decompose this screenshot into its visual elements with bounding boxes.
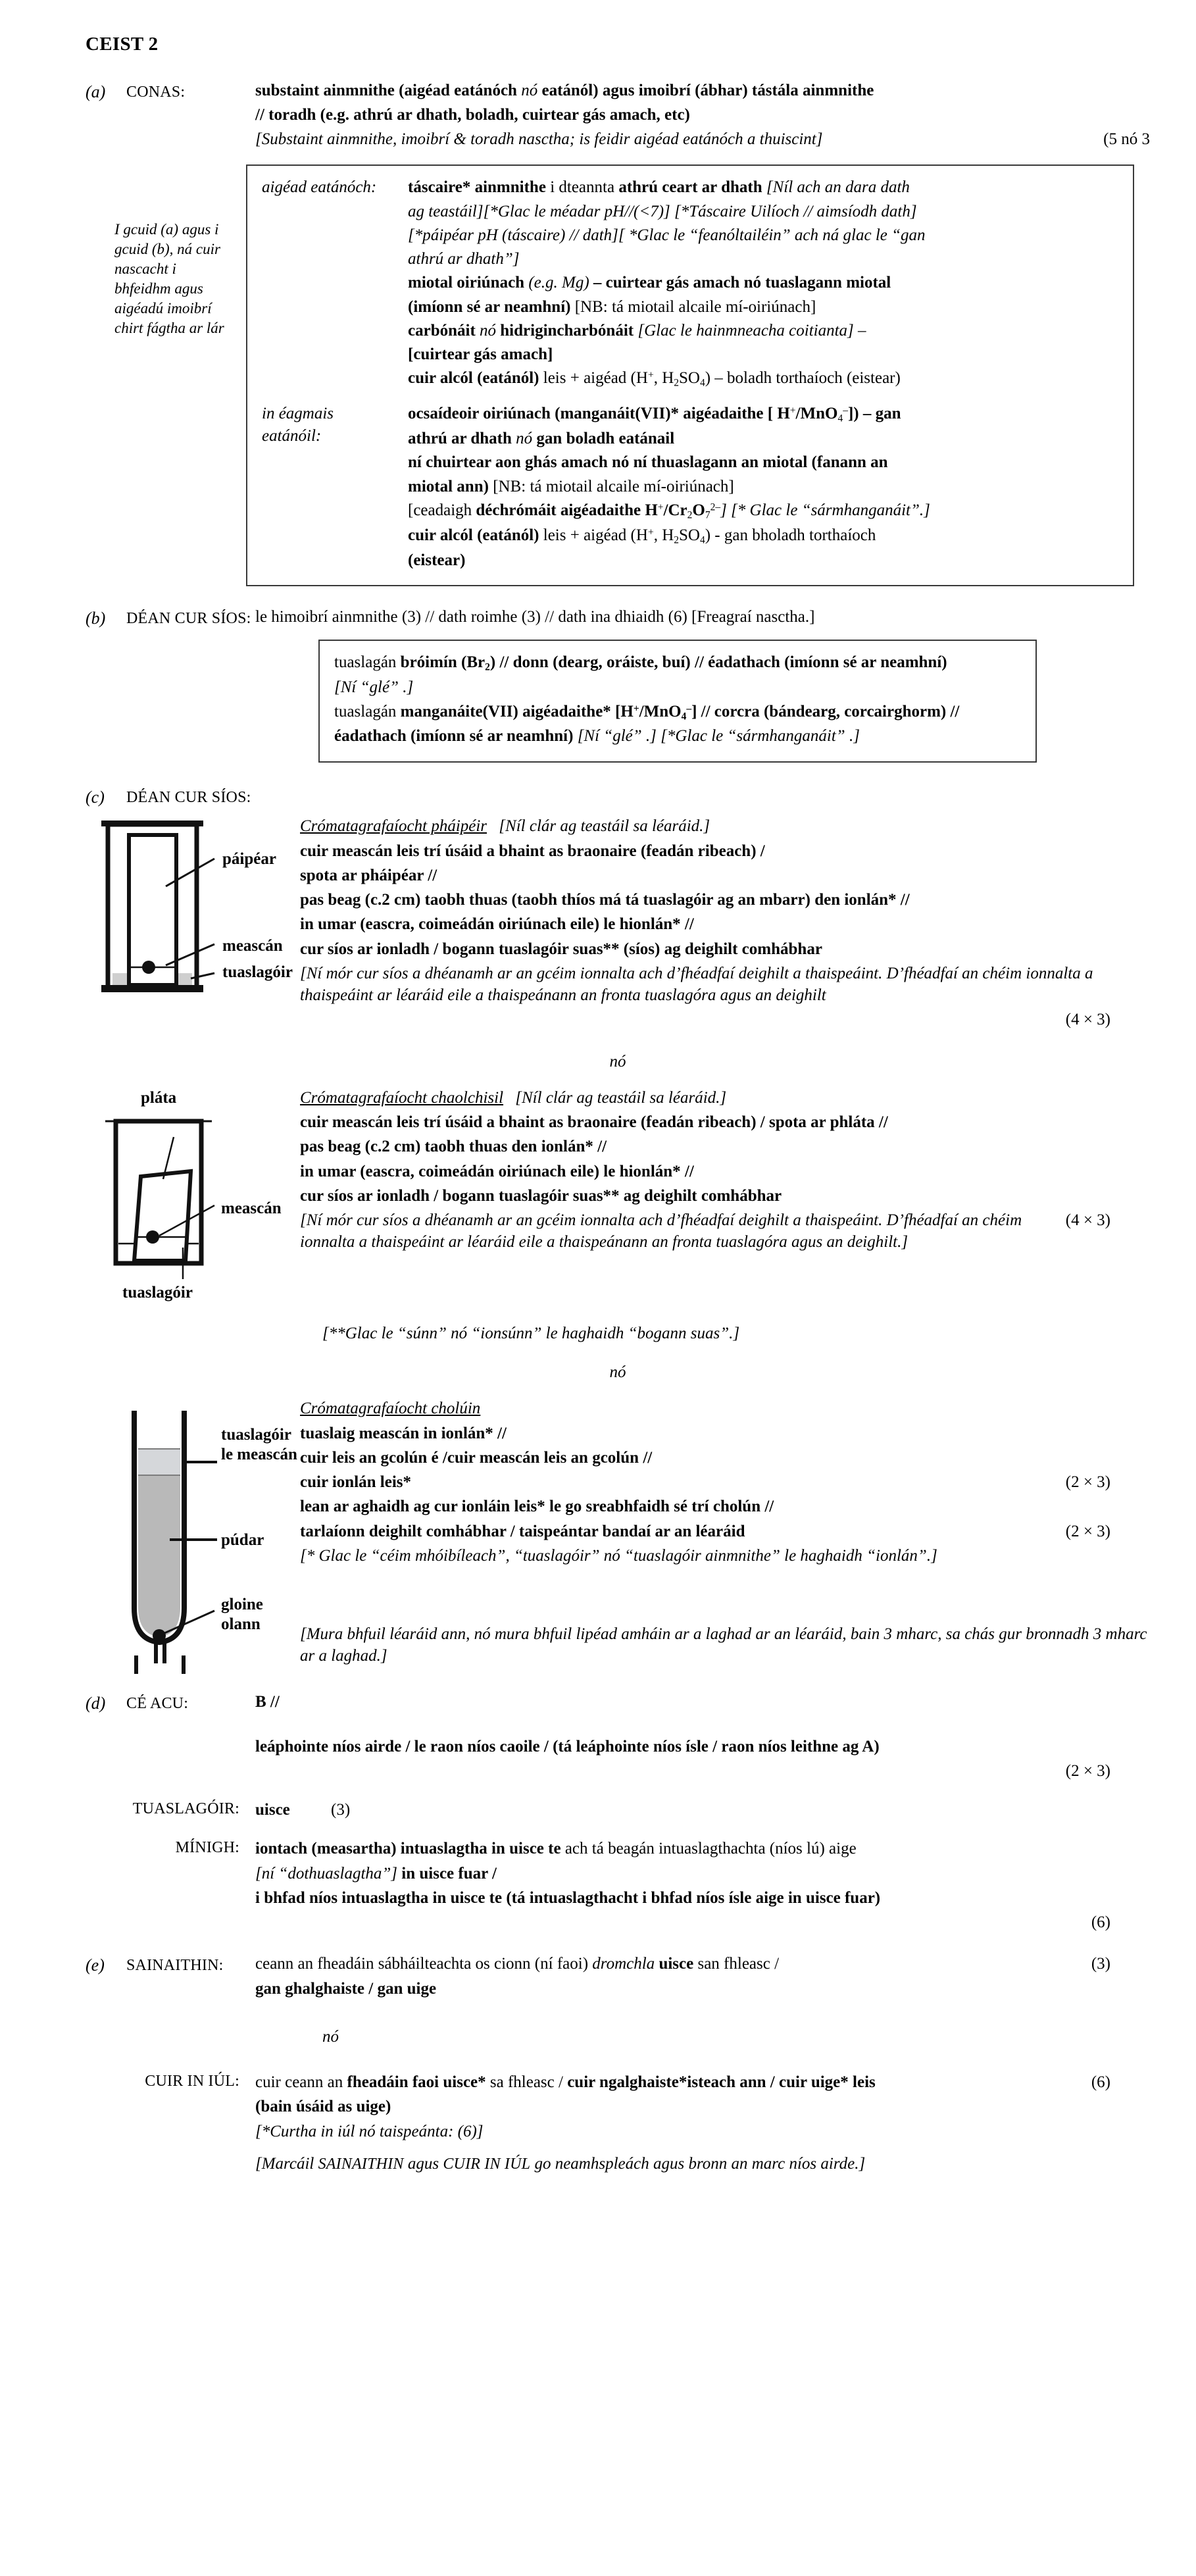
paper-line-1 <box>300 865 1150 886</box>
box-b-l4-i: [Ní “glé” .] [*Glac le “sármhanganáit” .] <box>573 727 860 745</box>
part-d-solvent-marks: (3) <box>331 1801 351 1819</box>
part-e-marks: (3) <box>1091 1955 1110 1973</box>
tlc-line-1-text: pas beag (c.2 cm) taobh thuas den ionlán* // <box>300 1138 607 1156</box>
chromo-block-paper <box>86 815 1150 1033</box>
part-e-note-2 <box>255 2153 1150 2175</box>
part-a <box>86 80 1150 153</box>
box-a-s6-sub1: 2 <box>674 534 679 546</box>
paper-heading: Crómatagrafaíocht pháipéir <box>300 817 487 836</box>
part-a-body <box>255 80 1150 153</box>
part-d-explain-b2: in uisce fuar / <box>397 1864 497 1882</box>
thin-layer-text <box>295 1087 1150 1256</box>
part-e-c2-b: (bain úsáid as uige) <box>255 2098 391 2116</box>
page-title: CEIST 2 <box>86 34 159 55</box>
box-b-line-4 <box>334 725 1022 747</box>
part-a-line2-text: // toradh (e.g. athrú ar dhath, boladh, cuirtear gás amach, etc) <box>255 105 690 124</box>
paper-line-4-text: cur síos ar ionladh / bogann tuaslagóir suas** (síos) ag deighilt comhábhar <box>300 940 822 958</box>
part-e-note-1-text: [*Curtha in iúl nó taispeánta: (6)] <box>255 2122 484 2140</box>
final-note <box>300 1623 1150 1667</box>
paper-line-0-text: cuir meascán leis trí úsáid a bhaint as braonaire (feadán ribeach) / <box>300 842 765 860</box>
part-a-line1-bold2: eatánól) agus imoibrí (ábhar) tástála ainmnithe <box>541 81 874 99</box>
paper-line-4 <box>300 938 1150 960</box>
box-b-l3-b2: ] // corcra (bándearg, corcairghorm) // <box>691 702 960 720</box>
part-e-c1-b1: fheadáin faoi uisce* <box>347 2073 486 2092</box>
column-diagram-label-2: gloine olann <box>221 1596 263 1633</box>
tlc-note-text: [Ní mór cur síos a dhéanamh ar an gcéim ionnalta ach d’fhéadfaí deighilt a thaispeáint. D’fhéadfaí an chéim ionnalta a thaispeáint ar léaráid eile a thaispeánann an fronta tuaslagóra agus an deighilt.] <box>300 1211 1022 1251</box>
box-a-s5-tail: ] [* Glac le “sármhanganáit”.] <box>720 501 930 519</box>
box-a-s6-sub2: 4 <box>699 534 705 546</box>
box-a-s5-sub2: 7 <box>705 509 710 521</box>
column-line-0-text: tuaslaig meascán in ionlán* // <box>300 1424 507 1442</box>
box-a-r5-b1: miotal oiriúnach <box>408 274 525 292</box>
column-marks-1: (2 × 3) <box>1065 1473 1110 1492</box>
box-a-r9-t4: ) – boladh torthaíoch (eistear) <box>705 369 901 388</box>
box-a-s1-sub: 4 <box>837 413 843 424</box>
tlc-line-3 <box>300 1185 1150 1207</box>
part-e-note2-sc1: SAINAITHIN <box>318 2155 404 2173</box>
box-b-line-1 <box>334 651 1022 674</box>
box-a-r5 <box>408 272 1120 293</box>
column-line-2-text: cuir ionlán leis* <box>300 1473 412 1492</box>
paper-heading-note: [Níl clár ag teastáil sa léaráid.] <box>499 817 710 836</box>
tlc-heading-note: [Níl clár ag teastáil sa léaráid.] <box>515 1088 727 1107</box>
box-a-s7 <box>408 549 1120 571</box>
paper-chromatography-diagram-cell <box>86 815 295 1013</box>
part-e-cuir-label: CUIR IN IÚL: <box>145 2073 239 2090</box>
part-d-explain-b3: i bhfad níos intuaslagtha in uisce te (tá intuaslagthacht i bhfad níos ísle aige in uisce fuar) <box>255 1888 881 1907</box>
part-d-explain-marks: (6) <box>1091 1913 1110 1932</box>
box-a-r2 <box>408 201 1120 222</box>
box-a-r3 <box>408 224 1120 246</box>
box-b-l1-sub: 2 <box>485 661 490 673</box>
part-d-explain-label: MÍNIGH: <box>175 1839 239 1857</box>
box-a-group-1 <box>262 176 1120 392</box>
tlc-line-2-text: in umar (eascra, coimeádán oiriúnach eile) le hionlán* // <box>300 1162 694 1180</box>
chromo-block-column <box>86 1398 1150 1674</box>
box-a-s6-t2: , H <box>653 526 674 544</box>
part-a-label: CONAS: <box>126 83 186 101</box>
part-d-answer <box>255 1691 1150 1713</box>
part-a-line1-italic: nó <box>521 81 538 99</box>
part-e-l1-t1: ceann an fheadáin sábháilteachta os cionn (ní faoi) <box>255 1955 593 1973</box>
part-d-explain-line-1 <box>255 1838 1150 1859</box>
column-heading: Crómatagrafaíocht cholúin <box>300 1400 481 1418</box>
box-a-s5-m1: /Cr <box>663 501 687 519</box>
box-a-r2-i: ag teastáil][*Glac le méadar pH//(<7)] [*Táscaire Uilíoch // aimsíodh dath] <box>408 202 917 220</box>
paper-line-2 <box>300 889 1150 911</box>
part-d-explain-b1: iontach (measartha) intuaslagtha in uisce te <box>255 1840 561 1858</box>
part-e-l1-i: dromchla <box>592 1955 659 1973</box>
box-a-r1-b1: táscaire* ainmnithe <box>408 178 546 197</box>
column-note <box>300 1545 1150 1567</box>
paper-note-text: [Ní mór cur síos a dhéanamh ar an gcéim ionnalta ach d’fhéadfaí deighilt a thaispeáint. D’fhéadfaí an chéim ionnalta a thaispeáint ar léaráid eile a thaispeánann an fronta tuaslagóra agus an deighilt <box>300 964 1093 1005</box>
box-a-r1-t1: i dteannta <box>545 178 619 197</box>
part-e-cuir-line-1 <box>255 2071 1150 2093</box>
paper-line-2-text: pas beag (c.2 cm) taobh thuas (taobh thíos má tá tuaslagóir ag an mbarr) den ionlán* // <box>300 891 910 909</box>
part-d-line-1 <box>255 1736 1150 1757</box>
box-a <box>246 164 1134 586</box>
box-a-r7 <box>408 320 1120 341</box>
box-a-r9-sup: + <box>647 369 654 381</box>
column-note-text: [* Glac le “céim mhóibíleach”, “tuaslagóir” nó “tuaslagóir ainmnithe” le haghaidh “ionlán”.] <box>300 1546 937 1565</box>
part-e-l1-b: uisce <box>659 1955 694 1973</box>
box-a-s5-sub1: 2 <box>687 509 693 521</box>
column-heading-line <box>300 1398 1150 1419</box>
box-a-key2-line1: in éagmais <box>262 405 334 423</box>
box-a-r8 <box>408 343 1120 365</box>
box-a-r9 <box>408 367 1120 390</box>
part-e-line-1 <box>255 1953 1150 1975</box>
box-b-l1-t1: tuaslagán <box>334 653 401 672</box>
box-a-row <box>86 164 1150 586</box>
part-e-c1-b2: cuir ngalghaiste*isteach ann / cuir uige* leis <box>567 2073 876 2092</box>
box-b-l1-b1: bróimín (Br <box>400 653 486 672</box>
part-d-solvent-value-wrap <box>255 1799 1150 1821</box>
box-a-value-1 <box>408 176 1120 392</box>
box-a-key-1: aigéad eatánóch: <box>262 178 377 197</box>
tlc-note <box>300 1209 1150 1253</box>
column-line-4-text: tarlaíonn deighilt comhábhar / taispeántar bandaí ar an léaráid <box>300 1522 745 1540</box>
box-b-l3-sup: + <box>633 702 639 714</box>
box-b-l1-b2: ) // donn (dearg, oráiste, buí) // éadathach (imíonn sé ar neamhní) <box>489 653 947 672</box>
box-b-l2-i: [Ní “glé” .] <box>334 678 414 697</box>
box-a-r1 <box>408 176 1120 198</box>
column-line-1-text: cuir leis an gcolún é /cuir meascán leis an gcolún // <box>300 1448 653 1467</box>
part-d-explain-t1: ach tá beagán intuaslagthachta (níos lú) aige <box>561 1840 857 1858</box>
tlc-line-3-text: cur síos ar ionladh / bogann tuaslagóir suas** ag deighilt comhábhar <box>300 1186 782 1205</box>
star-note <box>322 1323 1150 1344</box>
final-note-text: [Mura bhfuil léaráid ann, nó mura bhfuil lipéad amháin ar a laghad ar an léaráid, bain 3 mharc, sa chás gur bronnadh 3 mharc ar a laghad.] <box>300 1625 1147 1665</box>
box-a-r5-i1: (e.g. Mg) <box>524 274 593 292</box>
box-a-r8-b: [cuirtear gás amach] <box>408 345 553 364</box>
box-a-s6-t3: SO <box>679 526 700 544</box>
tlc-heading: Crómatagrafaíocht chaolchisil <box>300 1088 504 1107</box>
box-b <box>318 640 1037 762</box>
box-b-line-3 <box>334 701 1022 724</box>
box-a-s2-b2: gan boladh eatánail <box>536 430 675 448</box>
part-d-solvent-row <box>86 1799 1150 1821</box>
box-a-s6-b: cuir alcól (eatánól) <box>408 526 539 544</box>
part-e-nor: nó <box>322 2027 339 2046</box>
box-a-r9-b: cuir alcól (eatánól) <box>408 369 539 388</box>
part-e-l2-b: gan ghalghaiste / gan uige <box>255 1979 437 1998</box>
part-d-body <box>255 1691 1150 1784</box>
box-b-line-2 <box>334 676 1022 698</box>
box-b-l3-t1: tuaslagán <box>334 702 401 720</box>
column-line-0 <box>300 1423 1150 1444</box>
box-a-s5-sup2: 2– <box>710 501 721 513</box>
box-a-r9-t3: SO <box>679 369 700 388</box>
column-text <box>295 1398 1150 1669</box>
part-e-note2-mid: agus <box>403 2154 443 2173</box>
box-b-l3-b1: manganáite(VII) aigéadaithe* [H <box>400 702 634 720</box>
column-line-2 <box>300 1471 1150 1493</box>
part-e-cuir-value <box>255 2071 1150 2178</box>
part-e-label: SAINAITHIN: <box>126 1957 224 1975</box>
box-a-s6-t1: leis + aigéad (H <box>539 526 648 544</box>
box-a-s4-t: [NB: tá miotail alcaile mí-oiriúnach] <box>488 477 734 495</box>
star-note-text: [**Glac le “súnn” nó “ionsúnn” le haghaidh “bogann suas”.] <box>322 1324 740 1342</box>
part-a-line1-bold: substaint ainmnithe (aigéad eatánóch <box>255 81 517 99</box>
box-a-s7-b: (eistear) <box>408 551 466 569</box>
paper-line-1-text: spota ar pháipéar // <box>300 866 437 884</box>
tlc-line-1 <box>300 1136 1150 1157</box>
paper-heading-line <box>300 815 1150 837</box>
part-d-solvent-label: TUASLAGÓIR: <box>132 1800 239 1818</box>
part-b-header: le himoibrí ainmnithe (3) // dath roimhe (3) // dath ina dhiaidh (6) [Freagraí nasctha.] <box>255 608 815 626</box>
part-b-letter: (b) <box>86 609 106 628</box>
box-a-r9-t1: leis + aigéad (H <box>539 369 648 388</box>
part-e-c1-t2: sa fhleasc / <box>486 2073 568 2092</box>
part-d-label: CÉ ACU: <box>126 1695 189 1713</box>
part-e-cuir-row <box>86 2071 1150 2178</box>
part-e <box>86 1953 1150 2002</box>
part-a-line-1 <box>255 80 1150 101</box>
tlc-line-0 <box>300 1111 1150 1133</box>
box-a-r7-i2: [Glac le hainmneacha coitianta] – <box>634 321 866 340</box>
part-b-label: DÉAN CUR SÍOS: <box>126 610 251 628</box>
part-a-marks: (5 nó 3 <box>1103 130 1150 149</box>
box-a-r5-b2: – cuirtear gás amach nó tuaslagann miotal <box>593 274 891 292</box>
tlc-line-0-text: cuir meascán leis trí úsáid a bhaint as braonaire (feadán ribeach) / spota ar phláta // <box>300 1113 888 1132</box>
part-e-letter: (e) <box>86 1956 105 1975</box>
box-a-r7-b1: carbónáit <box>408 321 476 340</box>
part-e-cuir-marks: (6) <box>1091 2073 1110 2092</box>
thin-layer-diagram-cell <box>86 1087 295 1308</box>
part-e-note-1 <box>255 2121 1150 2142</box>
box-a-r7-i1: nó <box>475 321 501 340</box>
box-a-s6-t4: ) - gan bholadh torthaíoch <box>705 526 876 544</box>
part-e-body <box>255 1953 1150 2002</box>
box-a-r3-i: [*páipéar pH (táscaire) // dath][ *Glac le “feanóltailéin” ach ná glac le “gan <box>408 226 926 244</box>
box-a-r6-t: [NB: tá miotail alcaile mí-oiriúnach] <box>570 297 816 316</box>
paper-marks: (4 × 3) <box>1065 1011 1110 1029</box>
part-e-cuir-line-2 <box>255 2096 1150 2117</box>
column-line-1 <box>300 1447 1150 1469</box>
part-e-l1-t2: san fhleasc / <box>693 1955 780 1973</box>
box-a-s1-b: ocsaídeoir oiriúnach (manganáit(VII)* aigéadaithe [ H <box>408 405 790 423</box>
nor-separator-2: nó <box>609 1363 626 1382</box>
part-d-explain-line-2 <box>255 1863 1150 1884</box>
part-c-label: DÉAN CUR SÍOS: <box>126 788 251 806</box>
part-e-note2-sc2: CUIR IN IÚL <box>443 2155 531 2173</box>
part-e-note2-post: go neamhspleách agus bronn an marc níos airde.] <box>530 2154 866 2173</box>
box-a-s3-b: ní chuirtear aon ghás amach nó ní thuaslagann an miotal (fanann an <box>408 453 888 472</box>
paper-diagram-label-0: páipéar <box>222 850 276 869</box>
box-a-r4-i: athrú ar dhath”] <box>408 250 520 268</box>
part-b <box>86 606 1150 630</box>
box-a-s1-m: /MnO <box>795 405 838 423</box>
box-a-r1-i1: [Níl ach an dara dath <box>766 178 910 197</box>
box-a-s1-sup: + <box>789 405 796 417</box>
box-a-value-2 <box>408 403 1120 573</box>
part-d-explain-value <box>255 1838 1150 1936</box>
box-a-s6 <box>408 524 1120 547</box>
box-a-s6-sup: + <box>647 526 654 538</box>
box-a-r4 <box>408 248 1120 270</box>
column-marks-2: (2 × 3) <box>1065 1522 1110 1540</box>
box-a-s2 <box>408 428 1120 449</box>
box-a-s2-b1: athrú ar dhath <box>408 430 512 448</box>
chromo-block-thinlayer <box>86 1087 1150 1308</box>
box-a-s3 <box>408 451 1120 473</box>
part-d-answer-text: B // <box>255 1693 280 1711</box>
paper-note <box>300 963 1150 1007</box>
part-e-note2-pre: [Marcáil <box>255 2154 318 2173</box>
part-a-line3-text: [Substaint ainmnithe, imoibrí & toradh nasctha; is feidir aigéad eatánóch a thuiscint] <box>255 130 823 149</box>
part-d-letter: (d) <box>86 1694 106 1713</box>
column-line-3-text: lean ar aghaidh ag cur ionláin leis* le go sreabhfaidh sé trí cholún // <box>300 1498 774 1516</box>
tlc-marks: (4 × 3) <box>1065 1211 1110 1230</box>
part-d-line1-text: leáphointe níos airde / le raon níos caoile / (tá leáphointe níos ísle / raon níos leithne ag A) <box>255 1737 880 1755</box>
box-a-r6 <box>408 296 1120 318</box>
box-a-s4-b: miotal ann) <box>408 477 489 495</box>
part-a-line-3 <box>255 128 1150 150</box>
box-a-key-2 <box>262 403 408 447</box>
column-diagram-label-0: tuaslagóir le meascán <box>221 1426 297 1463</box>
box-a-group-2 <box>262 403 1120 573</box>
box-a-s1-sup2: – <box>843 405 848 417</box>
sidenote-a: I gcuid (a) agus i gcuid (b), ná cuir nascacht i bhfeidhm agus aigéadú imoibrí chirt fágtha ar lár <box>114 221 224 336</box>
part-c <box>86 785 1150 809</box>
box-a-s5-t1: [ceadaigh <box>408 501 476 519</box>
paper-line-0 <box>300 840 1150 862</box>
box-b-l3-m: /MnO <box>639 702 682 720</box>
part-a-line-2 <box>255 104 1150 126</box>
box-b-l3-sub: 4 <box>681 710 687 722</box>
paper-diagram-label-1: meascán <box>222 937 283 955</box>
box-b-l3-sup2: – <box>686 702 692 714</box>
part-b-body <box>255 606 1150 630</box>
tlc-heading-line <box>300 1087 1150 1109</box>
part-d <box>86 1691 1150 1784</box>
part-d-solvent-value: uisce <box>255 1801 290 1819</box>
box-a-key2-line2: eatánóil: <box>262 426 322 445</box>
part-a-letter: (a) <box>86 82 106 101</box>
paper-line-3-text: in umar (eascra, coimeádán oiriúnach eile) le hionlán* // <box>300 915 694 934</box>
nor-separator-1: nó <box>609 1052 626 1071</box>
box-a-s1 <box>408 403 1120 426</box>
box-b-l4-b: éadathach (imíonn sé ar neamhní) <box>334 727 574 745</box>
tlc-line-2 <box>300 1161 1150 1182</box>
box-a-s2-i: nó <box>511 430 537 448</box>
paper-chromatography-text <box>295 815 1150 1033</box>
box-a-s5 <box>408 499 1120 522</box>
part-d-explain-i1: [ní “dothuaslagtha”] <box>255 1864 398 1882</box>
box-a-s5-b: déchrómáit aigéadaithe H <box>476 501 658 519</box>
box-a-s5-sup: + <box>657 501 664 513</box>
box-a-r6-b: (imíonn sé ar neamhní) <box>408 297 571 316</box>
part-e-c1-t1: cuir ceann an <box>255 2073 347 2092</box>
box-a-r7-b2: hidrigincharbónáit <box>500 321 634 340</box>
box-a-s4 <box>408 476 1120 497</box>
tlc-diagram-label-0: pláta <box>141 1088 177 1107</box>
part-d-explain-row <box>86 1838 1150 1936</box>
tlc-diagram-label-1: meascán <box>221 1199 282 1217</box>
column-line-3 <box>300 1496 1150 1517</box>
box-a-r9-t2: , H <box>653 369 674 388</box>
box-a-s5-m2: O <box>692 501 705 519</box>
paper-diagram-label-2: tuaslagóir <box>222 963 293 982</box>
part-d-explain-line-3 <box>255 1887 1150 1909</box>
column-line-4 <box>300 1521 1150 1542</box>
box-a-r9-sub1: 2 <box>674 377 679 389</box>
box-a-s1-tail: ]) – gan <box>847 405 901 423</box>
part-e-line-2 <box>255 1978 1150 2000</box>
part-d-marks-1: (2 × 3) <box>1065 1761 1110 1780</box>
part-c-letter: (c) <box>86 787 105 807</box>
tlc-diagram-label-2: tuaslagóir <box>122 1283 193 1301</box>
column-diagram-label-1: púdar <box>221 1531 264 1550</box>
column-diagram-cell <box>86 1398 295 1674</box>
box-a-r1-b2: athrú ceart ar dhath <box>618 178 766 197</box>
paper-line-3 <box>300 913 1150 935</box>
box-a-r9-sub2: 4 <box>699 377 705 389</box>
